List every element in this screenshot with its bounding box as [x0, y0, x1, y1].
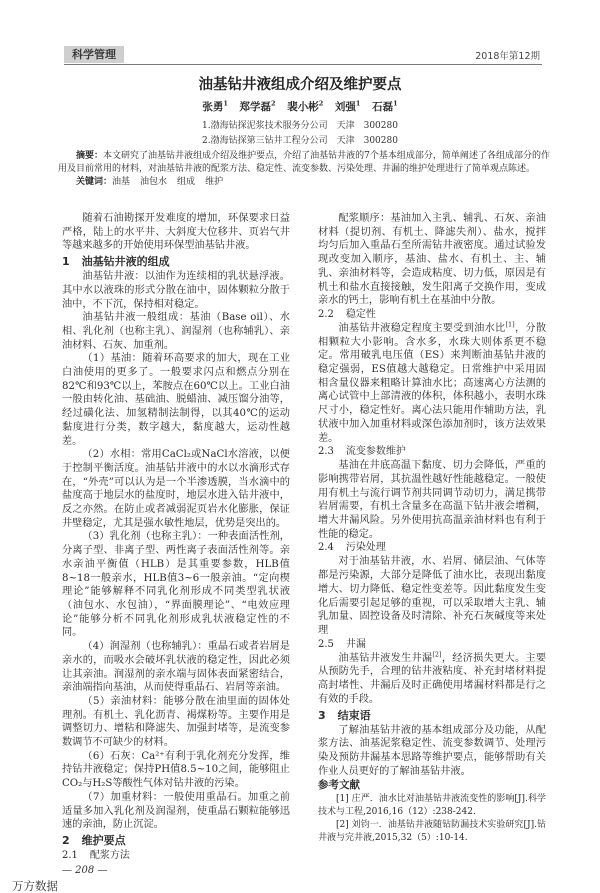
subsection-heading-2-1 — [62, 849, 290, 863]
keyword: 油包水 — [140, 177, 168, 187]
author-name: 刘强 — [334, 101, 356, 113]
section-number: 2.4 — [318, 542, 334, 554]
section-title: 污染处理 — [345, 542, 386, 554]
paragraph: （2）水相：常用CaCl₂或NaCl水溶液，以便于控制平衡活度。油基钻井液中的水以水滴形式存在，“外壳”可以认为是一个半渗透膜，当水滴中的盐度高于地层水的盐度时，地层水进入钻井液中，反之亦然。在防止或者减弱泥页岩水化膨胀，保证井壁稳定，尤其是强水敏性地层，优势是突出的。 — [62, 449, 290, 529]
section-number: 2.1 — [62, 849, 78, 861]
paragraph: （4）润湿剂（也称辅乳）：重晶石或者岩屑是亲水的，而吸水会破坏乳状液的稳定性，因此必须让其亲油。润湿剂的亲水端与固体表面紧密结合，亲油端指向基油，从而使得重晶石、岩屑等亲油。 — [62, 641, 290, 694]
article-title: 油基钻井液组成介绍及维护要点 — [198, 77, 402, 93]
section-title: 结束语 — [337, 708, 371, 722]
paragraph: （1）基油：随着环高要求的加大，现在工业白油使用的更多了。一般要求闪点和燃点分别在82℃和93℃以上，苯胺点在60℃以上。工业白油一般由转化油、基础油、脱蜡油、减压馏分油等，经过磺化法、加氢精制法制得，以其40℃的运动黏度进行分类，数字越大，黏度越大，运动性越差。 — [62, 353, 290, 447]
subsection-heading-2-4 — [318, 541, 546, 555]
journal-section-label: 科学管理 — [64, 46, 124, 63]
author — [240, 101, 276, 113]
subsection-heading-2-3 — [318, 445, 546, 459]
section-number: 2.2 — [318, 308, 334, 320]
paragraph: 基油在井底高温下黏度、切力会降低，严重的影响携带岩屑，其抗温性越好性能越稳定。一般使用有机土与流行调节剂共同调节动切力，满足携带岩屑需要，有机土含量多在高温下钻井液会增稠，增大井漏风险。另外使用抗高温亲油材料也有利于性能的稳定。 — [318, 460, 546, 540]
paragraph — [318, 322, 546, 445]
section-title: 井漏 — [345, 638, 366, 650]
text: 油基钻井液稳定程度主要受到油水比 — [338, 322, 506, 334]
author-name: 郑学磊 — [239, 101, 272, 113]
paragraph: 配浆顺序：基油加入主乳、辅乳、石灰、亲油材料（提切剂、有机土、降滤失剂）、盐水，搅拌均匀后加入重晶石至所需钻井液密度。通过试验发现改变加入顺序，基油、盐水、有机土、主、辅乳、亲油材料等，会造成粘度、切力低，原因是有机土和盐水直接接触，发生阳离子交换作用，变成亲水的钙土，影响有机土在基油中分散。 — [318, 213, 546, 307]
paragraph: 油基钻井液一般组成：基油（Base oil）、水相、乳化剂（也称主乳）、润湿剂（也称辅乳）、亲油材料、石灰、加重剂。 — [62, 312, 290, 351]
watermark: 万方数据 — [12, 879, 58, 893]
citation-link[interactable]: [2] — [432, 650, 442, 659]
author-name: 裴小彬 — [287, 101, 319, 113]
author-affiliation-mark: 1 — [223, 99, 228, 108]
reference-item: [2] 刘钧一．油基钻井液随钻防漏技术实验研究[J].钻井液与完井液,2015,32（5）:10-14. — [318, 820, 546, 844]
section-number: 1 — [62, 255, 70, 269]
keyword: 油基 — [112, 177, 131, 187]
author-affiliation-mark: 2 — [271, 99, 276, 108]
paragraph — [318, 652, 546, 707]
left-column — [62, 212, 290, 863]
section-number: 2 — [62, 833, 70, 847]
abstract — [58, 150, 550, 176]
section-title: 配浆方法 — [89, 849, 130, 861]
section-number: 3 — [318, 708, 326, 722]
paragraph: （6）石灰：Ca²⁺有利于乳化剂充分发挥，维持钻井液稳定；保持PH值8.5~10之间，能够阻止CO₂与H₂S等酸性气体对钻井液的污染。 — [62, 750, 290, 790]
keyword: 组成 — [177, 177, 196, 187]
section-title: 稳定性 — [345, 308, 376, 320]
citation-link[interactable]: [1] — [505, 320, 515, 329]
paragraph: 对于油基钻井液，水、岩屑、储层油、气体等都是污染源，大部分是降低了油水比，表现出黏度增大、切力降低、稳定性变差等。因此黏度发生变化后需要引起足够的重视，可以采取增大主乳、辅乳加量、固控设备及时清除、补充石灰碱度等来处理 — [318, 556, 546, 636]
right-column — [318, 212, 546, 845]
keywords — [58, 176, 550, 189]
author — [372, 101, 398, 113]
author-name: 石磊 — [372, 101, 394, 113]
references-heading: 参考文献 — [318, 779, 360, 792]
front-matter — [58, 150, 550, 189]
section-title: 流变参数维护 — [345, 446, 406, 458]
section-number: 2.3 — [318, 446, 334, 458]
author-list — [0, 100, 600, 114]
paragraph: （7）加重材料：一般使用重晶石。加重之前适量多加入乳化剂及润湿剂，使重晶石颗粒能够迅速的亲油，防止沉淀。 — [62, 791, 290, 831]
section-number: 2.5 — [318, 638, 334, 650]
affiliation: 2.渤海钻探第三钻井工程分公司 天津 300280 — [202, 136, 398, 146]
section-title: 维护要点 — [81, 833, 126, 847]
paragraph: 油基钻井液：以油作为连续相的乳状悬浮液。其中水以液珠的形式分散在油中，固体颗粒分散于油中，不下沉，保持相对稳定。 — [62, 271, 290, 310]
keywords-label: 关键词： — [76, 177, 113, 187]
text: 油基钻井液发生井漏 — [338, 652, 433, 664]
section-heading-1 — [62, 254, 290, 269]
paragraph: （3）乳化剂（也称主乳）：一种表面活性剂，分离子型、非离子型、两性离子表面活性剂等。亲水亲油平衡值（HLB）是其重要参数，HLB值8~18一般亲水，HLB值3~6一般亲油。“定向楔理论”能够解释不同乳化剂形成不同类型乳状液（油包水、水包油），“界面膜理论”、“电效应理论”能够分析不同乳化剂形成乳状液稳定性的不同。 — [62, 531, 290, 639]
intro-paragraph: 随着石油勘探开发难度的增加，环保要求日益严格，陆上的水平井、大斜度大位移井、页岩气井等越来越多的开始使用环保型油基钻井液。 — [62, 213, 290, 252]
author-affiliation-mark: 1 — [393, 99, 398, 108]
paragraph: （5）亲油材料：能够分散在油里面的固体处理剂。有机土、乳化沥青、褐煤粉等。主要作用是调整切力、增粘和降滤失、加强封堵等，是流变参数调节不可缺少的材料。 — [62, 695, 290, 749]
page-number: — 208 — — [62, 865, 108, 876]
author-affiliation-mark: 2 — [318, 99, 324, 108]
section-heading-3 — [318, 708, 546, 723]
paragraph: 了解油基钻井液的基本组成部分及功能，从配浆方法、油基泥浆稳定性、流变参数调节、处理污染及预防井漏基本思路等维护要点，能够帮助有关作业人员更好的了解油基钻井液。 — [318, 724, 546, 777]
keyword: 维护 — [205, 177, 224, 187]
author-affiliation-mark: 1 — [355, 99, 361, 108]
text: ，分散相颗粒大小影响。含水多，水珠大则体系更不稳定。常用破乳电压值（ES）来判断油基钻井液的稳定强弱，ES值越大越稳定。日常维护中采用固相含量仪器来粗略计算油水比；高速离心方法测的离心试管中上部清液的体积，体积越小，表明水珠尺寸小，稳定性好。离心法只能用作辅助方法，乳状液中加入加重材料或深色添加剂时，该方法效果差。 — [318, 322, 547, 444]
section-title: 油基钻井液的组成 — [81, 255, 170, 269]
reference-item: [1] 庄严．油水比对油基钻井液流变性的影响[J].科学技术与工程,2016,16（12）:238-242. — [318, 794, 546, 818]
author — [287, 101, 323, 113]
running-header — [64, 46, 542, 65]
author-name: 张勇 — [202, 101, 224, 113]
abstract-label: 摘要： — [76, 151, 104, 161]
issue-label: 2018年第12期 — [475, 51, 540, 62]
author — [335, 101, 361, 113]
author — [202, 101, 228, 113]
affiliation: 1.渤海钻探泥浆技术服务分公司 天津 300280 — [202, 121, 398, 131]
abstract-text: 本文研究了油基钻井液组成介绍及维护要点，介绍了油基钻井液的7个基本组成部分，简单阐述了各组成部分的作用及目前常用的材料，对油基钻井液的配浆方法、稳定性、流变参数、污染处理、井漏的维护处理进行了简单观点陈述。 — [58, 151, 550, 174]
text: ，经济损失更大。主要从预防先手，合理的钻井液粘度、补充封堵材料提高封堵性、井漏后及时正确使用堵漏材料都是行之有效的手段。 — [318, 652, 547, 705]
section-heading-2 — [62, 833, 290, 848]
